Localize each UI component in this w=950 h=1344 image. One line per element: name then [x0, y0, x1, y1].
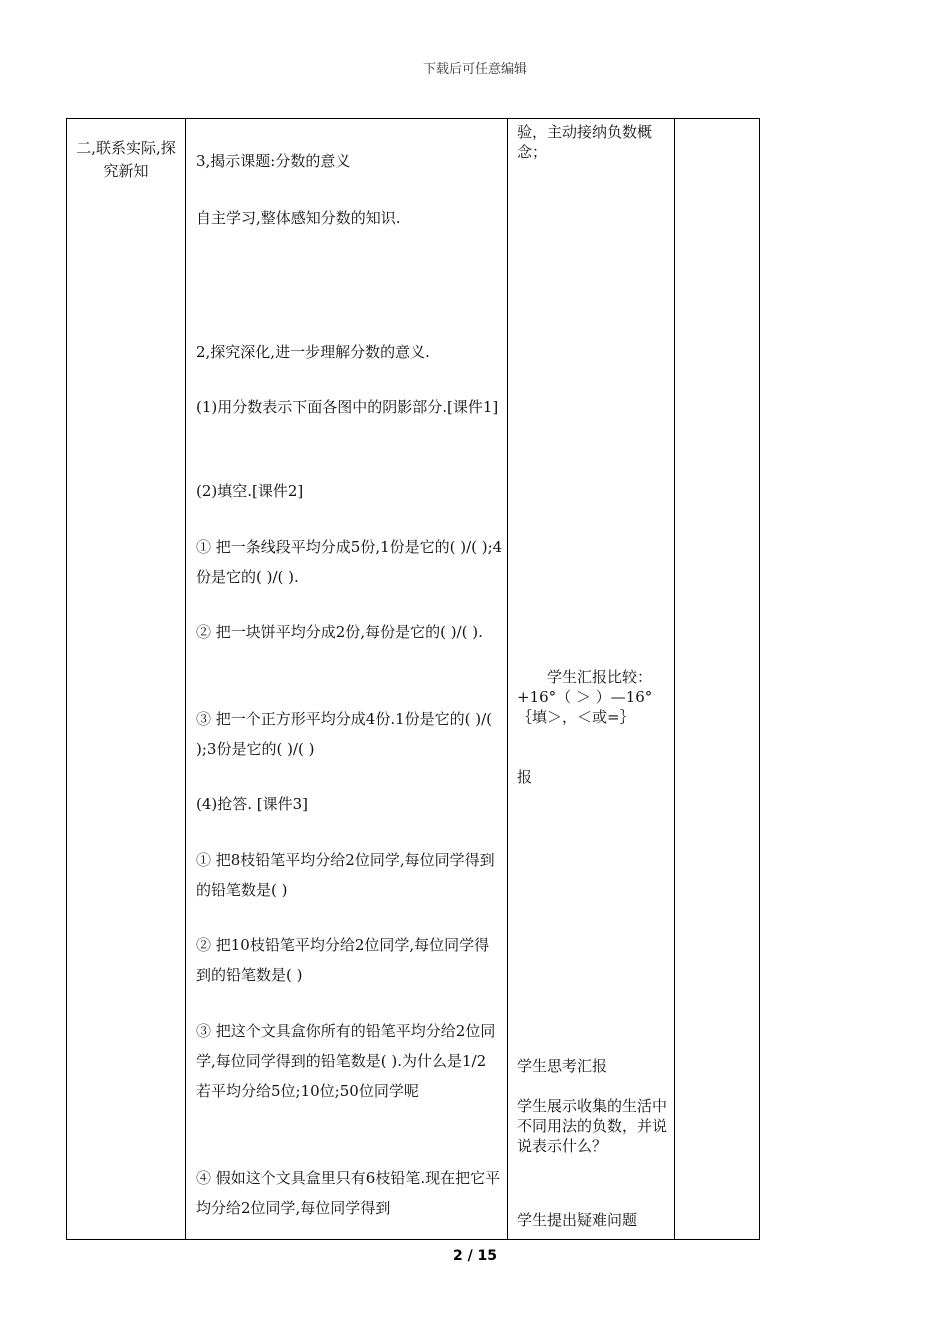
content-paragraph: (2)填空.[课件2] — [196, 482, 304, 500]
content-paragraph: ② 把一块饼平均分成2份,每份是它的( )/( ). — [196, 623, 483, 641]
content-paragraph: ① 把8枝铅笔平均分给2位同学,每位同学得到的铅笔数是( ) — [196, 851, 495, 899]
student-note: 验，主动接纳负数概念； — [517, 123, 653, 161]
table-row — [67, 119, 760, 1240]
content-paragraph: ② 把10枝铅笔平均分给2位同学,每位同学得到的铅笔数是( ) — [196, 936, 490, 984]
notes-content — [675, 119, 759, 1239]
content-paragraph: ① 把一条线段平均分成5份,1份是它的( )/( );4份是它的( )/( ). — [196, 538, 503, 586]
content-paragraph: 自主学习,整体感知分数的知识. — [196, 209, 401, 227]
notes-cell — [675, 119, 760, 1240]
content-paragraph: ③ 把一个正方形平均分成4份.1份是它的( )/( );3份是它的( )/( ) — [196, 710, 493, 758]
content-paragraph: ④ 假如这个文具盒里只有6枝铅笔.现在把它平均分给2位同学,每位同学得到 — [196, 1169, 501, 1217]
student-note: 学生提出疑难问题 — [517, 1211, 638, 1229]
student-note: 学生思考汇报 — [517, 1057, 608, 1075]
header-note: 下载后可任意编辑 — [422, 62, 527, 77]
stage-label: 二,联系实际,探究新知 — [76, 139, 176, 180]
stage-cell — [67, 119, 186, 1240]
student-note: 学生汇报比较：+16°（ ＞ ）—16°｛填＞，＜或=｝ — [517, 668, 653, 726]
content-paragraph: 3,揭示课题:分数的意义 — [196, 152, 351, 170]
student-note: 学生展示收集的生活中不同用法的负数，并说说表示什么？ — [517, 1097, 668, 1155]
student-note: 报 — [517, 768, 533, 786]
page-number: 2 / 15 — [452, 1248, 498, 1264]
content-paragraph: 2,探究深化,进一步理解分数的意义. — [196, 343, 430, 361]
content-paragraph: (1)用分数表示下面各图中的阴影部分.[课件1] — [196, 398, 499, 416]
content-cell — [186, 119, 508, 1240]
content-paragraph: (4)抢答. [课件3] — [196, 795, 309, 813]
student-activity-cell — [508, 119, 675, 1240]
lesson-table — [66, 118, 760, 1240]
content-paragraph: ③ 把这个文具盒你所有的铅笔平均分给2位同学,每位同学得到的铅笔数是( ).为什么是1/2 若平均分给5位;10位;50位同学呢 — [196, 1022, 496, 1100]
